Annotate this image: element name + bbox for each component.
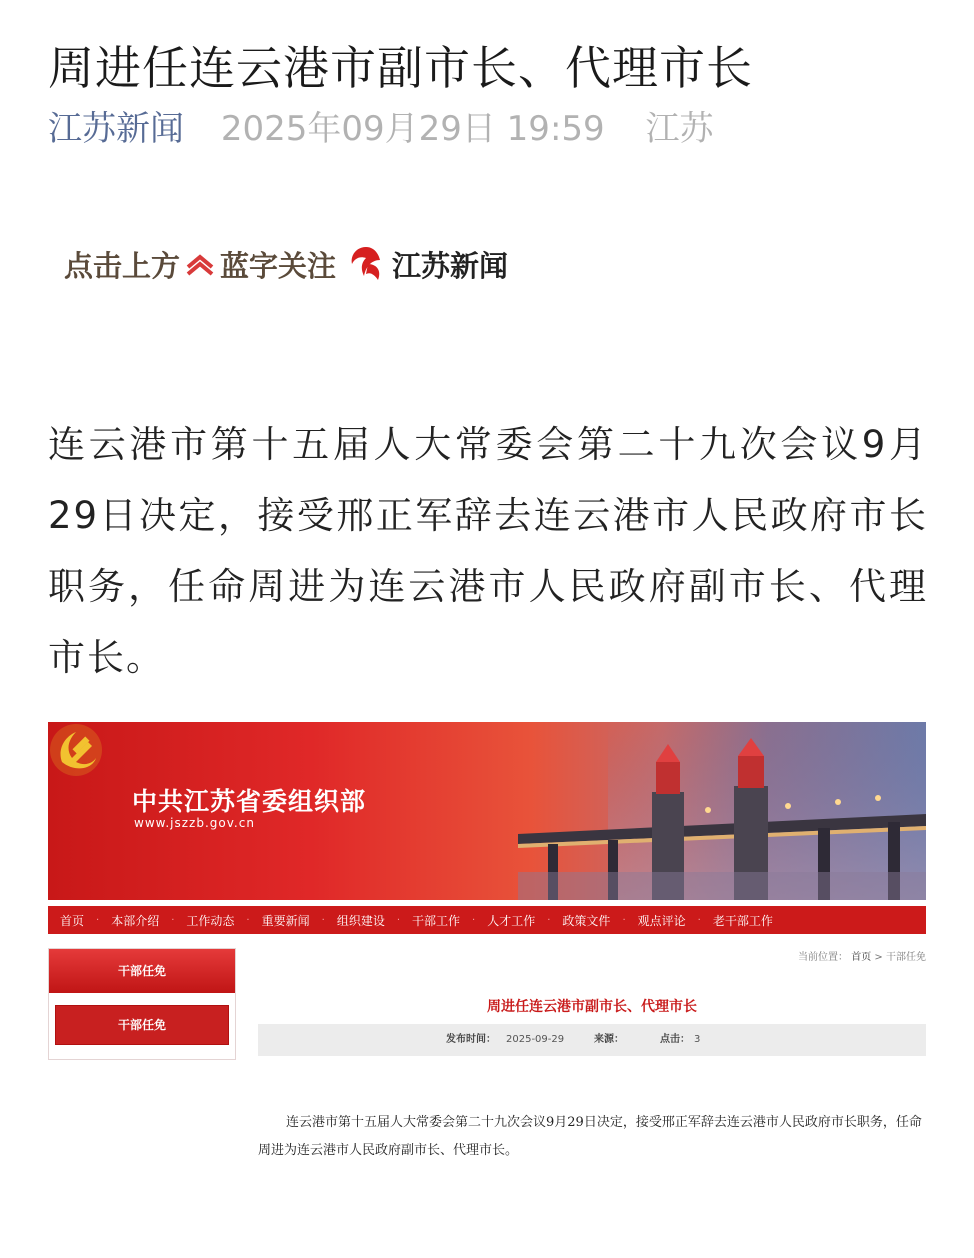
breadcrumb-current[interactable]: 干部任免 (886, 952, 926, 963)
publish-label: 发布时间： (446, 1034, 496, 1045)
nav-separator: · (622, 914, 626, 926)
publish-time: 2025年09月29日 19:59 (220, 109, 605, 149)
nav-item-work-news[interactable]: 工作动态 (186, 913, 235, 928)
nav-item-talent[interactable]: 人才工作 (487, 913, 536, 928)
follow-brand: 江苏新闻 (392, 248, 509, 283)
org-name: 中共江苏省委组织部 (132, 787, 367, 816)
article-body: 连云港市第十五届人大常委会第二十九次会议9月29日决定，接受邢正军辞去连云港市人民政府市长职务，任命周进为连云港市人民政府副市长、代理市长。 (48, 423, 928, 679)
nav-separator: · (96, 914, 100, 926)
nav-item-cadre[interactable]: 干部工作 (412, 913, 461, 928)
nav-separator: · (547, 914, 551, 926)
breadcrumb-label: 当前位置： (798, 952, 849, 963)
nav-separator: · (697, 914, 701, 926)
publish-location: 江苏 (645, 109, 714, 149)
nav-item-important-news[interactable]: 重要新闻 (261, 913, 310, 928)
breadcrumb-home-link[interactable]: 首页 (851, 952, 872, 963)
embedded-website-screenshot (48, 722, 926, 1162)
source-account-link[interactable]: 江苏新闻 (48, 109, 184, 149)
party-emblem-icon (48, 722, 104, 778)
nav-separator: · (171, 914, 175, 926)
side-menu-item-cadre-appointment[interactable]: 干部任免 (55, 1005, 229, 1045)
clicks-label: 点击： (660, 1034, 690, 1045)
jiangsu-news-logo-icon (346, 244, 386, 284)
org-url: www.jszzb.gov.cn (134, 816, 255, 830)
site-article-title: 周进任连云港市副市长、代理市长 (487, 999, 697, 1015)
nav-separator: · (472, 914, 476, 926)
follow-middle: 蓝字关注 (220, 248, 337, 283)
clicks-value: 3 (694, 1034, 701, 1045)
nav-separator: · (321, 914, 325, 926)
follow-banner[interactable] (64, 242, 508, 286)
nav-item-organization[interactable]: 组织建设 (336, 913, 385, 928)
nav-item-home[interactable]: 首页 (60, 913, 85, 928)
article-title: 周进任连云港市副市长、代理市长 (48, 40, 753, 95)
article-meta (48, 106, 713, 152)
nav-separator: · (396, 914, 401, 926)
site-banner (48, 722, 926, 900)
publish-value: 2025-09-29 (506, 1034, 565, 1045)
breadcrumb-separator: > (874, 952, 883, 963)
side-menu-header: 干部任免 (49, 949, 235, 993)
follow-prefix: 点击上方 (64, 248, 181, 283)
site-article-body: 连云港市第十五届人大常委会第二十九次会议9月29日决定，接受邢正军辞去连云港市人民政府市长职务，任命周进为连云港市人民政府副市长、代理市长。 (258, 1115, 922, 1158)
nav-item-opinion[interactable]: 观点评论 (637, 913, 686, 928)
site-nav (48, 906, 926, 934)
breadcrumb (798, 948, 926, 963)
article-info-bar (258, 1024, 926, 1056)
nav-item-about[interactable]: 本部介绍 (111, 913, 160, 928)
nav-item-veteran[interactable]: 老干部工作 (712, 913, 773, 928)
nav-item-policy[interactable]: 政策文件 (562, 913, 611, 928)
side-menu (48, 948, 236, 1060)
source-label: 来源： (594, 1034, 624, 1045)
nav-separator: · (246, 914, 250, 926)
chevron-up-icon (186, 251, 214, 277)
